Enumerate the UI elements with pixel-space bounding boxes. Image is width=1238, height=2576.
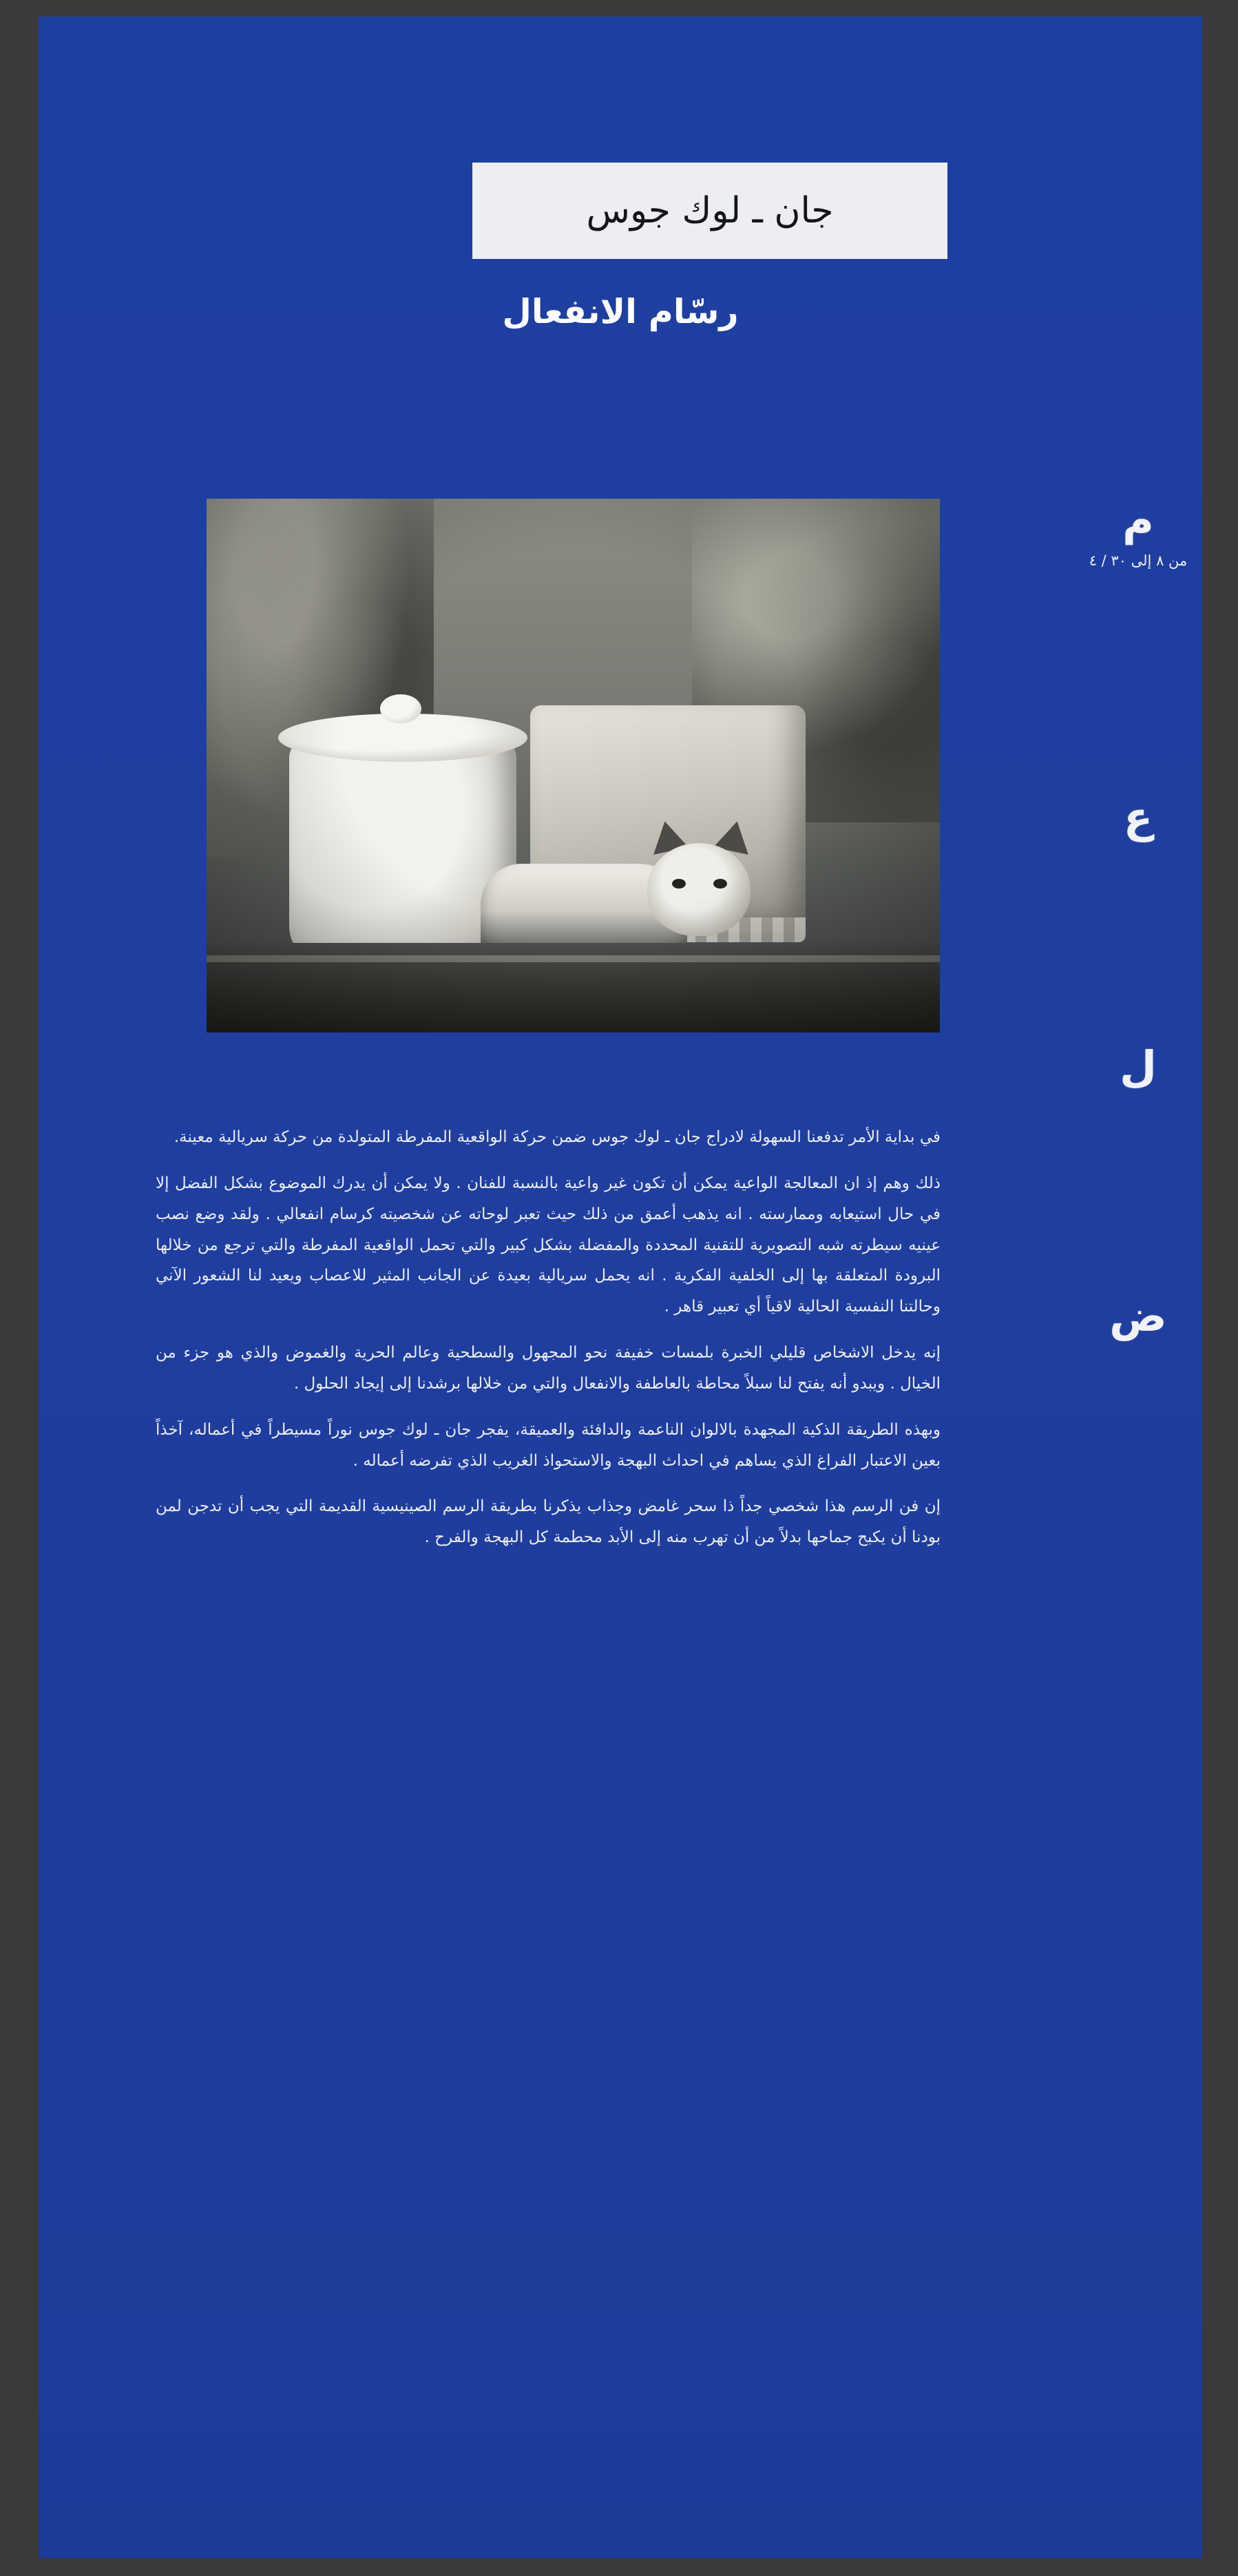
paragraph-3: إنه يدخل الاشخاص قليلي الخبرة بلمسات خفيفة نحو المجهول والسطحية وعالم الحرية والغموض والذي هو جزء من الخيال . ويبدو أنه يفتح لنا سبلاً محاطة بالعاطفة والانفعال والتي من خلالها برشدنا إلى إيجاد الحلول . bbox=[156, 1344, 941, 1393]
spacer-2 bbox=[1087, 839, 1190, 1046]
spacer-3 bbox=[1087, 1088, 1190, 1295]
side-letter-1-date: من ٨ إلى ٣٠ / ٤ bbox=[1089, 552, 1188, 569]
paragraph-2: ذلك وهم إذ ان المعالجة الواعية يمكن أن تكون غير واعية بالنسبة للفنان . ولا يمكن أن يدرك الموضوع بشكل الفضل إلا في حال استيعابه وممارسته . انه يذهب أعمق من ذلك حيث تعبر لوحاته عن شخصيته كرسام انفعالي . ولقد وضع نصب عينيه سيطرته شبه التصويرية للتقنية المحددة والمفضلة بشكل كبير والتي تحمل الواقعية المفرطة والتي ترجع من خلالها البرودة المتعلقة بها إلى الخلفية الفكرية . انه يحمل سريالية بعيدة عن الجانب المثير للاعصاب ويعيد لنا الشعور الآني وحالتنا النفسية الحالية لاقياً أي تعبير قاهر . bbox=[156, 1174, 941, 1316]
paragraph-5: إن فن الرسم هذا شخصي جداً ذا سحر غامض وجذاب يذكرنا بطريقة الرسم الصينيسية القديمة التي يجب أن تدجن لمن بودنا أن يكبح جماحها بدلاً من أن تهرب منه إلى الأبد محطمة كل البهجة والفرح . bbox=[156, 1497, 941, 1547]
paragraph-4: وبهذه الطريقة الذكية المجهدة بالالوان الناعمة والدافئة والعميقة، يفجر جان ـ لوك جوس نوراً مسيطراً في أعماله، آخذاً بعين الاعتبار الفراغ الذي يساهم في احداث البهجة والاستحواذ الغريب الذي تفرضه أعماله . bbox=[156, 1420, 941, 1470]
side-letter-3: ل bbox=[1120, 1041, 1157, 1092]
spacer-1 bbox=[1087, 569, 1190, 796]
side-letter-column bbox=[1087, 495, 1190, 1341]
body-copy bbox=[156, 1122, 941, 1553]
kitten-with-teapot-photograph bbox=[207, 499, 940, 1032]
page-subtitle: رسّام الانفعال bbox=[502, 292, 739, 331]
flyer-page bbox=[39, 17, 1202, 2558]
photo-inner bbox=[207, 499, 940, 1032]
paragraph-1: في بداية الأمر تدفعنا السهولة لادراج جان ـ لوك جوس ضمن حركة الواقعية المفرطة المتولدة من حركة سريالية معينة. bbox=[174, 1128, 941, 1146]
artist-name-plate bbox=[472, 163, 947, 259]
side-letter-4: ض bbox=[1109, 1291, 1167, 1341]
side-letter-1: م bbox=[1122, 495, 1154, 545]
artist-name: جان ـ لوك جوس bbox=[586, 190, 834, 231]
photo-vignette bbox=[207, 499, 940, 1032]
side-letter-2: ع bbox=[1123, 792, 1153, 842]
